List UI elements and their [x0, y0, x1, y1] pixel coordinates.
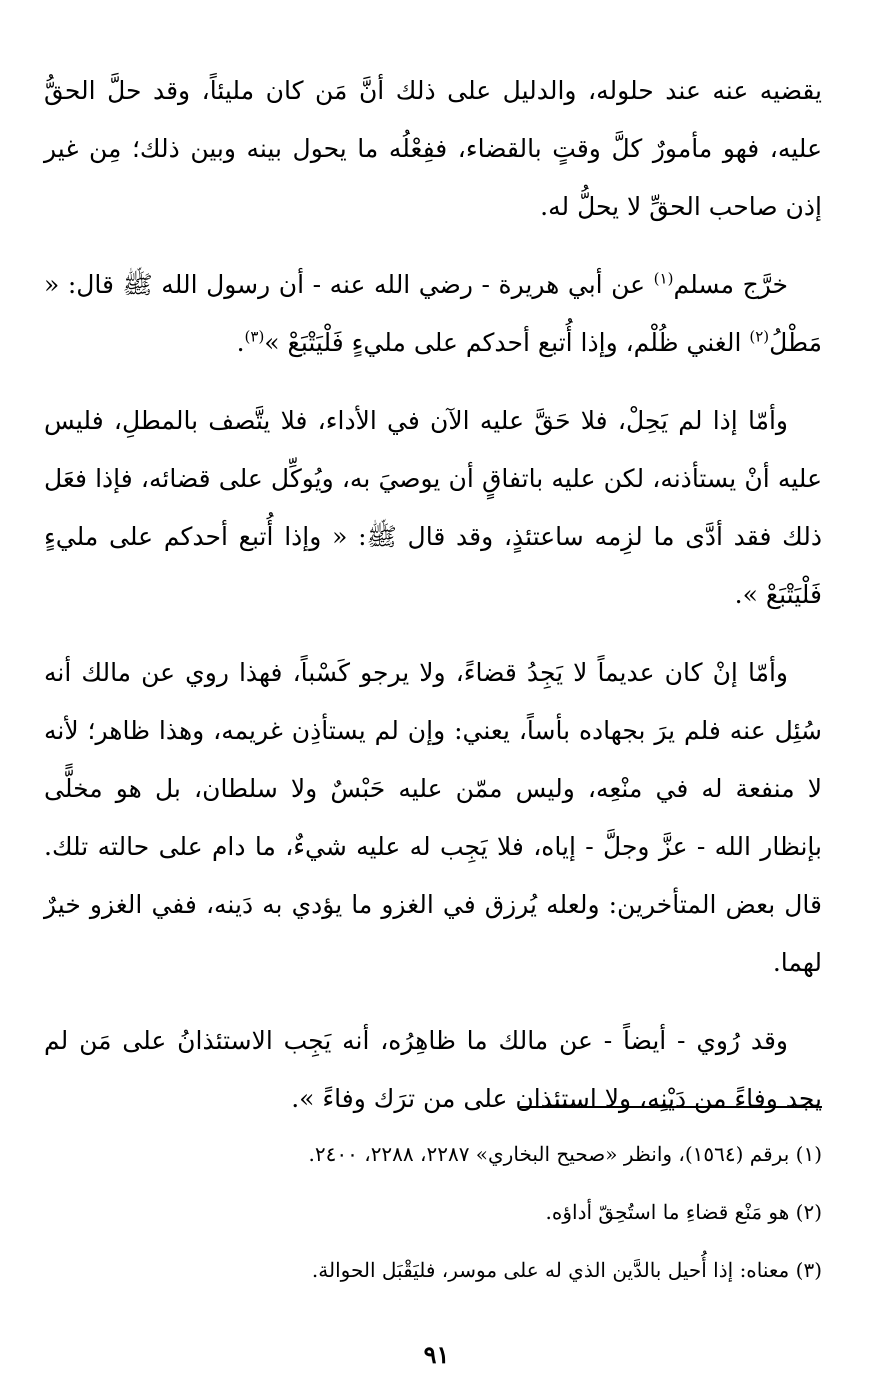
footnotes [44, 1134, 822, 1308]
page-number: ٩١ [423, 1340, 450, 1369]
paragraph-2-part-a: خرَّج مسلم [673, 270, 788, 299]
paragraph-2-part-c: الغني ظُلْم، وإذا أُتبع أحدكم على مليءٍ فَلْيَتْبَعْ » [264, 328, 750, 357]
paragraph-5: وقد رُوي - أيضاً - عن مالك ما ظاهِرُه، أنه يَجِب الاستئذانُ على مَن لم يجد وفاءً من دَيْنِه، ولا استئذان على من ترَك وفاءً ». [44, 1026, 822, 1113]
footnote-3: (٣) معناه: إذا أُحيل بالدَّين الذي له على موسر، فليَقْبَل الحوالة. [311, 1258, 822, 1282]
paragraph-4: وأمّا إنْ كان عديماً لا يَجِدُ قضاءً، ولا يرجو كَسْباً، فهذا روي عن مالك أنه سُئِل عنه فلم يرَ بجهاده بأساً، يعني: وإن لم يستأذِن غريمه، وهذا ظاهر؛ لأنه لا منفعة له في منْعِه، وليس ممّن عليه حَبْسٌ ولا سلطان، بل هو مخلًّى بإنظار الله - عزَّ وجلَّ - إياه، فلا يَجِب له عليه شيءٌ، ما دام على حالته تلك. قال بعض المتأخرين: ولعله يُرزق في الغزو ما يؤدي به دَينه، ففي الغزو خيرٌ لهما. [44, 658, 822, 977]
main-text [44, 62, 822, 1148]
footnote-divider [520, 1106, 822, 1108]
footnote-1: (١) برقم (١٥٦٤)، وانظر «صحيح البخاري» ٢٢٨٧، ٢٢٨٨، ٢٤٠٠. [308, 1142, 822, 1166]
footnote-2: (٢) هو مَنْع قضاءِ ما استُحِقّ أداؤه. [545, 1200, 822, 1224]
paragraph-2-part-b: عن أبي هريرة - رضي الله عنه - أن رسول الله ﷺ قال: « مَطْلُ [44, 270, 822, 357]
footnote-ref-2[interactable]: (٢) [749, 327, 770, 346]
paragraph-2 [44, 256, 822, 372]
footnote-ref-3[interactable]: (٣) [244, 327, 265, 346]
paragraph-1: يقضيه عنه عند حلوله، والدليل على ذلك أنَّ مَن كان مليئاً، وقد حلَّ الحقُّ عليه، فهو مأمورٌ كلَّ وقتٍ بالقضاء، ففِعْلُه ما يحول بينه وبين ذلك؛ مِن غير إذن صاحب الحقِّ لا يحلُّ له. [44, 76, 822, 221]
paragraph-3: وأمّا إذا لم يَحِلْ، فلا حَقَّ عليه الآن في الأداء، فلا يتَّصف بالمطلِ، فليس عليه أنْ يستأذنه، لكن عليه باتفاقٍ أن يوصيَ به، ويُوكِّل على قضائه، فإذا فعَل ذلك فقد أدَّى ما لزِمه ساعتئذٍ، وقد قال ﷺ: « وإذا أُتبع أحدكم على مليءٍ فَلْيَتْبَعْ ». [44, 406, 822, 609]
paragraph-2-part-d: . [236, 328, 245, 357]
footnote-ref-1[interactable]: (١) [653, 269, 674, 288]
